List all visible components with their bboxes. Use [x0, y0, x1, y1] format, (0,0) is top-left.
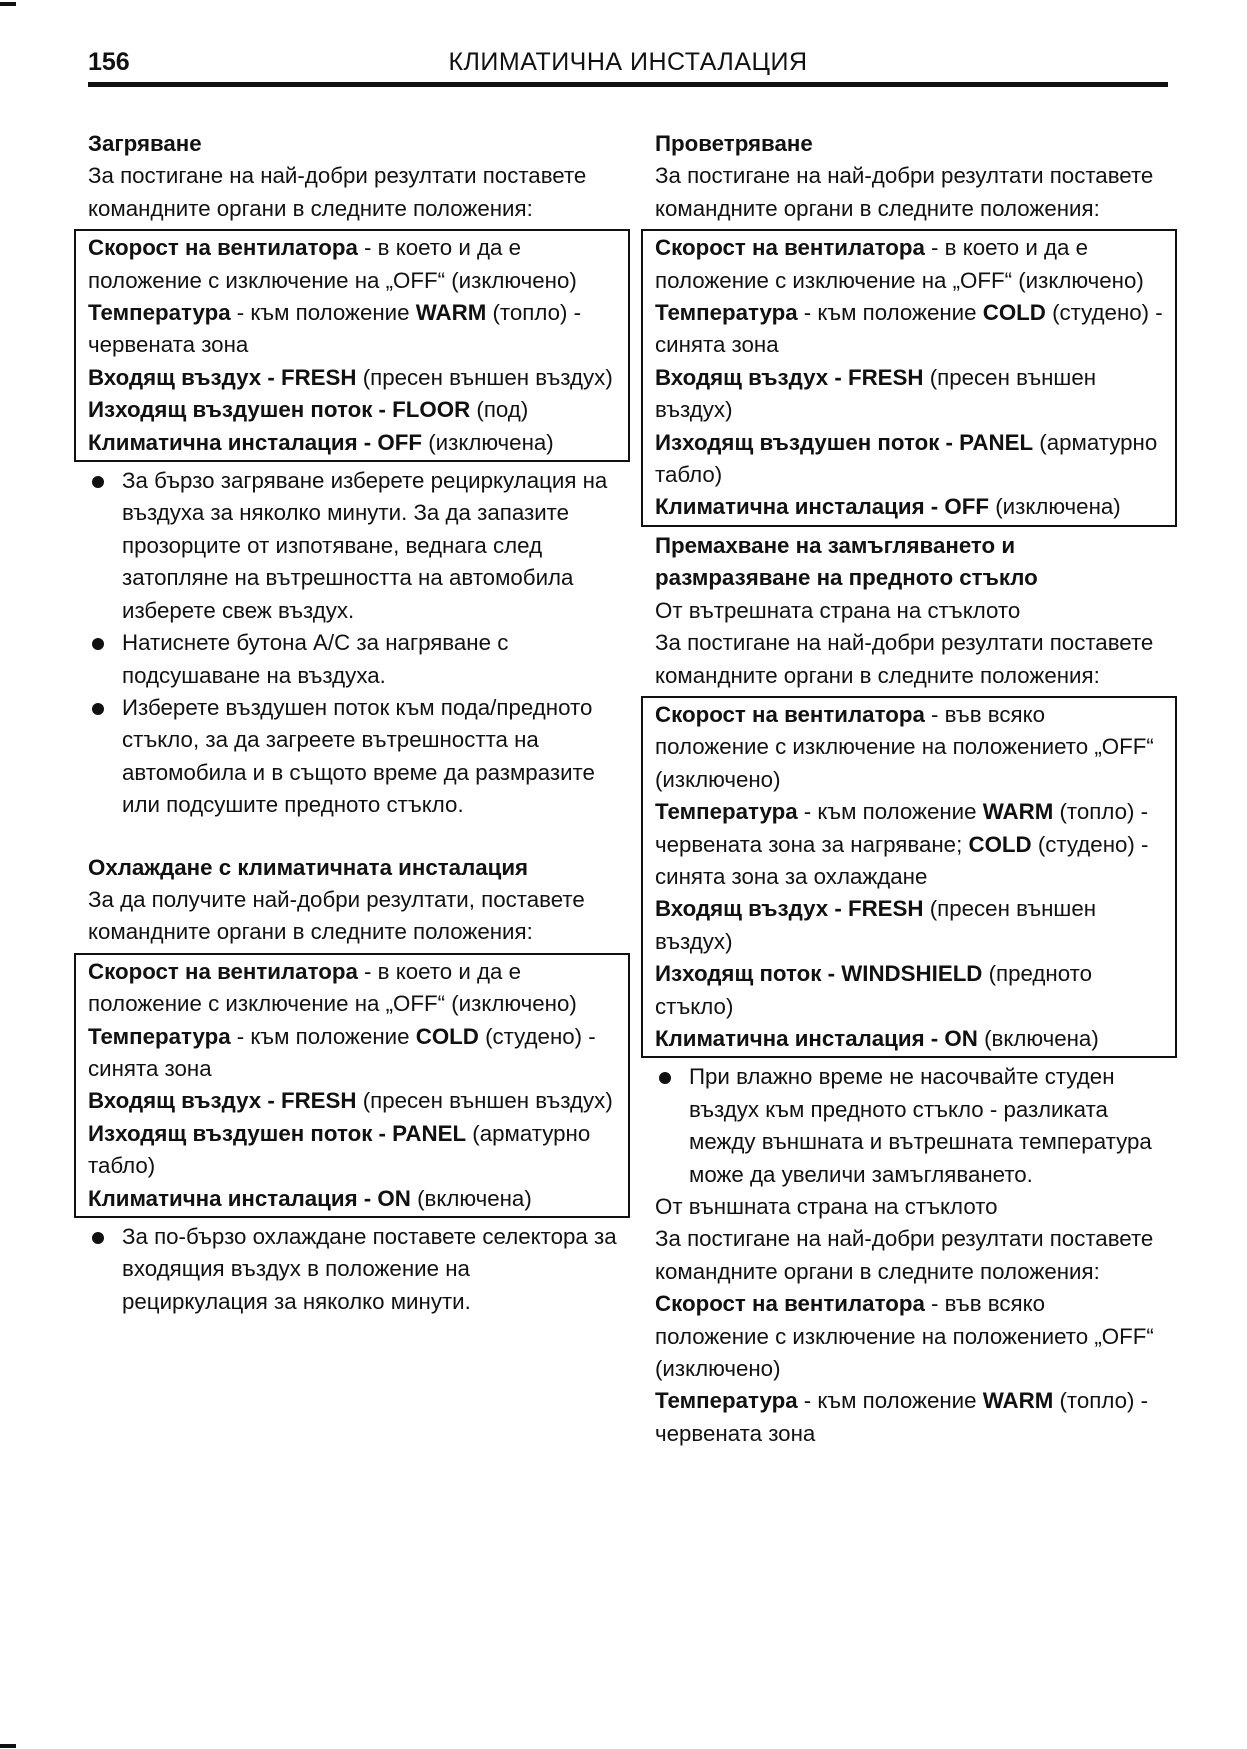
setting-fan-speed: Скорост на вентилатора - в което и да е положение с изключение на „OFF“ (изключено): [88, 235, 577, 293]
bullet-list-cooling: [88, 1221, 618, 1318]
paragraph: От вътрешната страна на стъклото: [655, 597, 1021, 623]
list-item: Изберете въздушен поток към пода/предното стъкло, за да загреете вътрешността на автомобила и в същото време да размразите или подсушите предното стъкло.: [88, 692, 618, 822]
paragraph: За да получите най-добри резултати, поставете командните органи в следните положения:: [88, 886, 585, 945]
bullet-list-defog: [655, 1061, 1165, 1191]
section-heading-heating: Загряване: [88, 131, 202, 156]
setting-air-intake: Входящ въздух - FRESH (пресен външен въздух): [655, 364, 1097, 423]
setting-temperature: Температура - към положение WARM (топло) - червената зона за нагряване; COLD (студено) - синята зона за охлаждане: [655, 799, 1149, 889]
section-heading-ventilation: Проветряване: [655, 131, 813, 156]
setting-ac: Климатична инсталация - ON (включена): [655, 1025, 1099, 1051]
setting-fan-speed: Скорост на вентилатора - в което и да е положение с изключение на „OFF“ (изключено): [655, 235, 1144, 293]
bullet-icon: [92, 703, 104, 715]
setting-fan-speed: Скорост на вентилатора - в което и да е положение с изключение на „OFF“ (изключено): [88, 958, 577, 1017]
setting-temperature: Температура - към положение WARM (топло) - червената зона: [655, 1388, 1149, 1446]
setting-temperature: Температура - към положение COLD (студено) - синята зона: [655, 300, 1163, 358]
settings-box-ventilation: [641, 229, 1177, 527]
paragraph: За постигане на най-добри резултати поставете командните органи в следните положения:: [655, 630, 1154, 688]
list-item: Натиснете бутона А/С за нагряване с подсушаване на въздуха.: [88, 627, 618, 692]
list-item: За бързо загряване изберете рециркулация на въздуха за няколко минути. За да запазите прозорците от изпотяване, веднага след затопляне на вътрешността на автомобила изберете свеж въздух.: [88, 465, 618, 627]
bullet-icon: [92, 476, 104, 488]
bullet-list-heating: [88, 465, 618, 821]
setting-air-flow: Изходящ въздушен поток - FLOOR (под): [88, 397, 529, 423]
setting-air-flow: Изходящ въздушен поток - PANEL (арматурно табло): [655, 429, 1158, 488]
setting-fan-speed: Скорост на вентилатора - във всяко положение с изключение на положението „OFF“ (изключено): [655, 701, 1154, 792]
setting-fan-speed: Скорост на вентилатора - във всяко положение с изключение на положението „OFF“ (изключено): [655, 1291, 1154, 1382]
setting-ac: Климатична инсталация - OFF (изключена): [655, 494, 1121, 520]
setting-air-intake: Входящ въздух - FRESH (пресен външен въздух): [88, 1088, 613, 1114]
list-item: За по-бързо охлаждане поставете селектора за входящия въздух в положение на рециркулация за няколко минути.: [88, 1221, 618, 1318]
scan-edge-mark-top: [0, 2, 16, 6]
page-title: КЛИМАТИЧНА ИНСТАЛАЦИЯ: [448, 48, 808, 76]
settings-box-defog: [641, 696, 1177, 1058]
page-header: [88, 40, 1168, 87]
setting-ac: Климатична инсталация - ON (включена): [88, 1185, 532, 1211]
setting-air-intake: Входящ въздух - FRESH (пресен външен въздух): [88, 364, 613, 390]
setting-air-intake: Входящ въздух - FRESH (пресен външен въздух): [655, 896, 1097, 954]
setting-temperature: Температура - към положение COLD (студено) - синята зона: [88, 1023, 596, 1081]
list-item: При влажно време не насочвайте студен въздух към предното стъкло - разликата между външната и вътрешната температура може да увеличи замъгляването.: [655, 1061, 1165, 1191]
page-number: 156: [88, 48, 130, 76]
paragraph: За постигане на най-добри резултати поставете командните органи в следните положения:: [655, 163, 1154, 221]
bullet-icon: [659, 1072, 671, 1084]
settings-box-cooling: [74, 953, 630, 1218]
section-heading-cooling: Охлаждане с климатичната инсталация: [88, 854, 529, 880]
setting-air-flow: Изходящ поток - WINDSHIELD (предното стъкло): [655, 961, 1093, 1019]
setting-air-flow: Изходящ въздушен поток - PANEL (арматурно табло): [88, 1120, 591, 1179]
paragraph: От външната страна на стъклото: [655, 1194, 998, 1219]
paragraph: За постигане на най-добри резултати поставете командните органи в следните положения:: [655, 1226, 1154, 1284]
section-heading-defog: Премахване на замъгляването и размразяване на предното стъкло: [655, 532, 1038, 591]
scan-edge-mark-bottom: [0, 1744, 16, 1748]
setting-ac: Климатична инсталация - OFF (изключена): [88, 429, 554, 455]
right-column: [655, 128, 1165, 1450]
paragraph: За постигане на най-добри резултати поставете командните органи в следните положения:: [88, 163, 587, 221]
settings-box-heating: [74, 229, 630, 462]
setting-temperature: Температура - към положение WARM (топло) - червената зона: [88, 300, 582, 358]
left-column: [88, 128, 618, 1318]
bullet-icon: [92, 1232, 104, 1244]
bullet-icon: [92, 638, 104, 650]
